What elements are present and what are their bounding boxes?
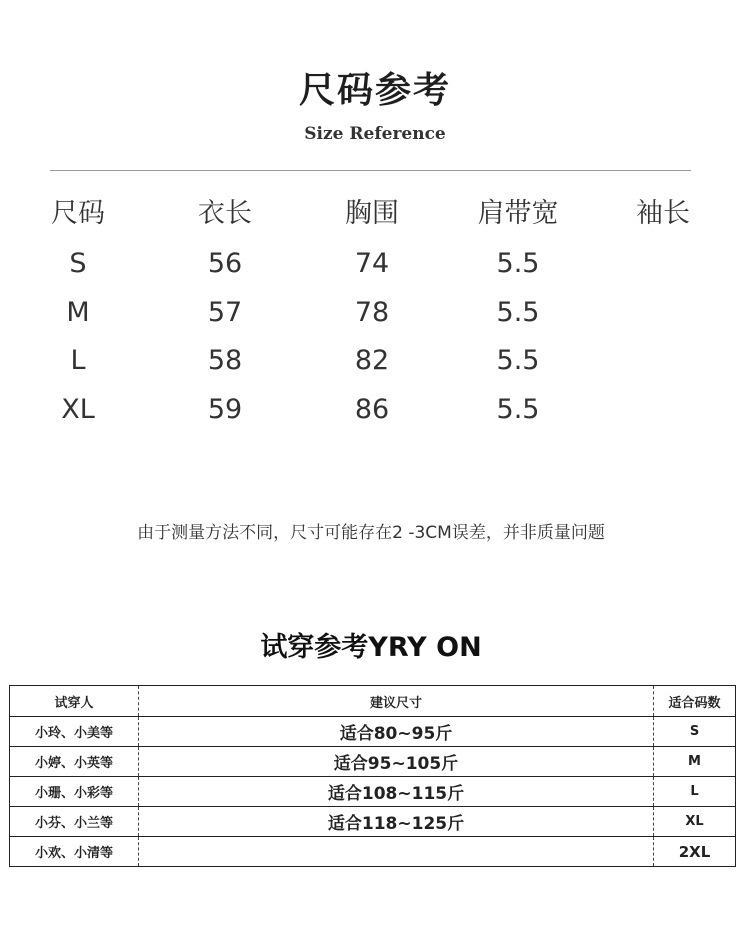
tryon-title: 试穿参考YRY ON (260, 632, 482, 663)
bust-cell: 74 (354, 248, 390, 279)
column-header-fit-size: 适合码数 (654, 686, 736, 717)
advice-cell: 适合118~125斤 (139, 807, 654, 837)
size-cell: M (66, 297, 90, 328)
advice-cell: 适合95~105斤 (139, 747, 654, 777)
table-row (10, 807, 736, 837)
fit-size-cell: L (654, 777, 736, 807)
table-row (0, 240, 750, 288)
measurement-note: 由于测量方法不同，尺寸可能存在2 -3CM误差，并非质量问题 (137, 523, 605, 543)
strap-width-cell: 5.5 (496, 248, 540, 279)
tester-name: 小欢、小清等 (10, 837, 139, 867)
bust-cell: 78 (354, 297, 390, 328)
column-header-sleeve-length: 袖长 (636, 198, 690, 229)
column-header-advice: 建议尺寸 (139, 686, 654, 717)
page-title: 尺码参考 (298, 70, 451, 111)
column-header-strap-width: 肩带宽 (477, 198, 559, 229)
strap-width-cell: 5.5 (496, 394, 540, 425)
tester-name: 小珊、小彩等 (10, 777, 139, 807)
column-header-size: 尺码 (51, 198, 105, 229)
strap-width-cell: 5.5 (496, 345, 540, 376)
fit-size-cell: 2XL (654, 837, 736, 867)
column-header-tester: 试穿人 (10, 686, 139, 717)
table-row (10, 717, 736, 747)
tryon-table (9, 685, 736, 867)
size-cell: XL (61, 394, 95, 425)
tester-name: 小芬、小兰等 (10, 807, 139, 837)
table-row (10, 777, 736, 807)
length-cell: 57 (207, 297, 243, 328)
size-cell: L (70, 345, 86, 376)
strap-width-cell: 5.5 (496, 297, 540, 328)
fit-size-cell: S (654, 717, 736, 747)
size-table-header (0, 190, 750, 238)
column-header-length: 衣长 (198, 198, 252, 229)
divider (50, 170, 691, 171)
length-cell: 56 (207, 248, 243, 279)
length-cell: 58 (207, 345, 243, 376)
bust-cell: 82 (354, 345, 390, 376)
tryon-table-header (10, 686, 736, 717)
table-row (0, 289, 750, 337)
fit-size-cell: M (654, 747, 736, 777)
bust-cell: 86 (354, 394, 390, 425)
length-cell: 59 (207, 394, 243, 425)
table-row (10, 837, 736, 867)
fit-size-cell: XL (654, 807, 736, 837)
size-cell: S (69, 248, 87, 279)
advice-cell: 适合80~95斤 (139, 717, 654, 747)
page-subtitle: Size Reference (304, 124, 446, 144)
tester-name: 小玲、小美等 (10, 717, 139, 747)
advice-cell: 适合108~115斤 (139, 777, 654, 807)
tester-name: 小婷、小英等 (10, 747, 139, 777)
table-row (0, 337, 750, 385)
advice-cell (139, 837, 654, 867)
table-row (10, 747, 736, 777)
table-row (0, 386, 750, 434)
column-header-bust: 胸围 (345, 198, 399, 229)
